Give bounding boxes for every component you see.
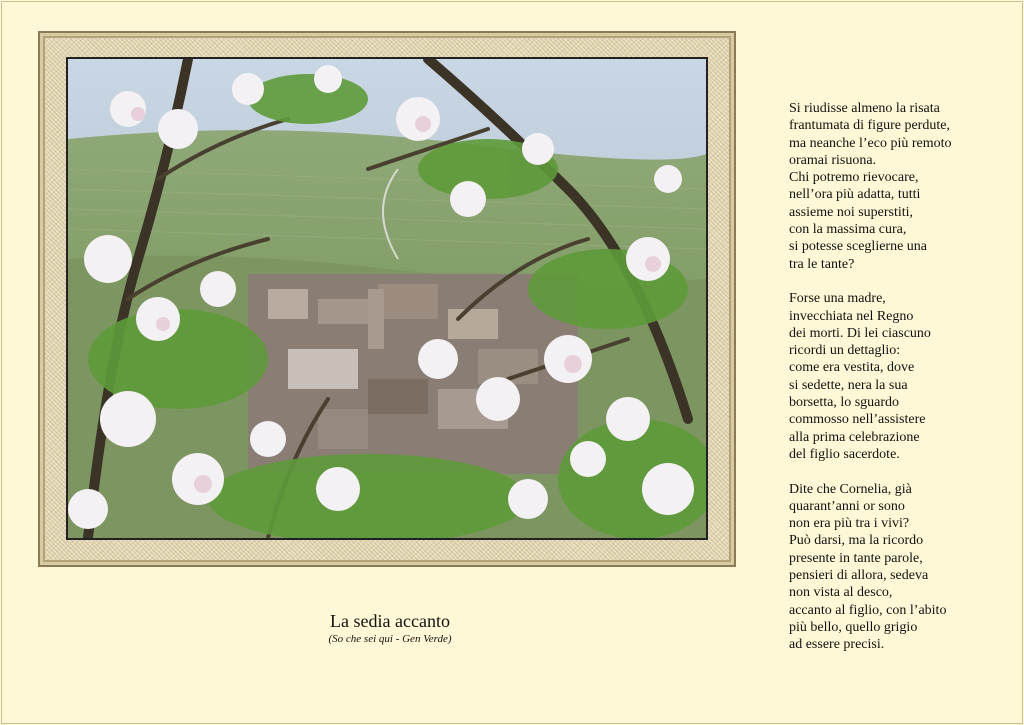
poem-line: non era più tra i vivi? — [789, 516, 910, 532]
poem-line: commosso nell’assistere — [789, 412, 926, 428]
poem-line: si potesse sceglierne una — [789, 239, 928, 255]
blossom-landscape-photo — [66, 57, 708, 540]
photo-caption — [250, 611, 530, 646]
poem-line: quarant’anni or sono — [789, 498, 905, 514]
poem-line: del figlio sacerdote. — [789, 446, 900, 462]
poem-line: frantumata di figure perdute, — [789, 118, 950, 134]
poem-line: alla prima celebrazione — [789, 429, 920, 445]
poem-line: tra le tante? — [789, 256, 855, 272]
poem-stanza — [789, 100, 1009, 273]
poem-line: accanto al figlio, con l’abito — [789, 602, 947, 618]
poem-title: La sedia accanto — [330, 611, 450, 631]
poem-line: ma neanche l’eco più remoto — [789, 135, 952, 151]
poem-line: ricordi un dettaglio: — [789, 343, 901, 359]
poem-subtitle: (So che sei qui - Gen Verde) — [328, 633, 452, 645]
poem-line: con la massima cura, — [789, 222, 907, 238]
poem-line: si sedette, nera la sua — [789, 377, 908, 393]
poem-line: Può darsi, ma la ricordo — [789, 533, 924, 549]
poem-line: presente in tante parole, — [789, 550, 923, 566]
poem-line: pensieri di allora, sedeva — [789, 568, 929, 584]
poem-line: nell’ora più adatta, tutti — [789, 187, 921, 203]
poem-text — [789, 100, 1009, 671]
poem-line: Forse una madre, — [789, 291, 886, 307]
poem-line: assieme noi superstiti, — [789, 204, 914, 220]
poem-line: non vista al desco, — [789, 585, 893, 601]
poem-stanza — [789, 481, 1009, 654]
poem-line: Dite che Cornelia, già — [789, 481, 912, 497]
poem-line: ad essere precisi. — [789, 637, 885, 653]
poem-line: dei morti. Di lei ciascuno — [789, 325, 931, 341]
poem-line: invecchiata nel Regno — [789, 308, 914, 324]
poem-line: Si riudisse almeno la risata — [789, 101, 940, 116]
poem-line: borsetta, lo sguardo — [789, 395, 900, 411]
poem-line: oramai risuona. — [789, 152, 877, 168]
poem-stanza — [789, 290, 1009, 463]
poem-line: come era vestita, dove — [789, 360, 915, 376]
photo-illustration — [68, 59, 706, 538]
poem-line: Chi potremo rievocare, — [789, 170, 919, 186]
poem-line: più bello, quello grigio — [789, 619, 918, 635]
